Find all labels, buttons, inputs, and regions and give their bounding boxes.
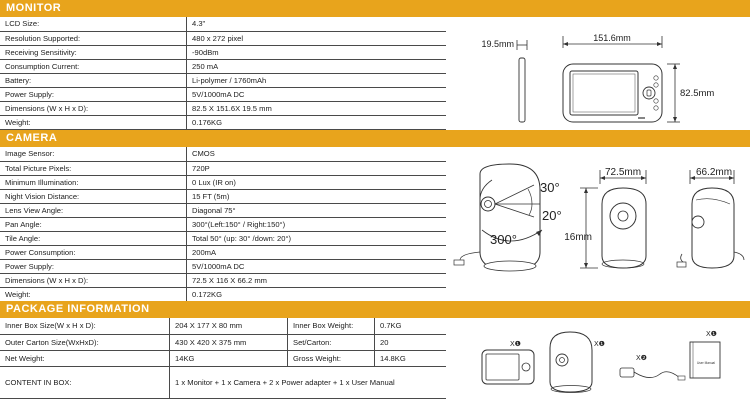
camera-header-label: CAMERA (6, 132, 58, 144)
camera-spec-row (0, 273, 446, 287)
package-header-label: PACKAGE INFORMATION (6, 303, 150, 315)
spec-value: 82.5 X 151.6X 19.5 mm (187, 101, 447, 115)
inner-box-size-label: Inner Box Size(W x H x D): (0, 318, 170, 334)
camera-tilt-up-label: 30° (540, 180, 560, 195)
camera-depth-label: 66.2mm (695, 167, 733, 178)
package-row (0, 350, 446, 366)
spec-key: Dimensions (W x H x D): (0, 273, 187, 287)
inner-box-weight-label: Inner Box Weight: (288, 318, 375, 334)
camera-section-header (0, 130, 750, 147)
spec-key: Tile Angle: (0, 231, 187, 245)
set-carton-label: Set/Carton: (288, 334, 375, 350)
spec-key: LCD Size: (0, 17, 187, 31)
camera-spec-row (0, 231, 446, 245)
net-weight-value: 14KG (170, 350, 288, 366)
set-carton-value: 20 (375, 334, 447, 350)
camera-height-label: 16mm (564, 232, 592, 243)
spec-key: Total Picture Pixels: (0, 161, 187, 175)
monitor-spec-row (0, 17, 446, 31)
camera-spec-row (0, 245, 446, 259)
spec-key: Power Supply: (0, 87, 187, 101)
content-in-box-value: 1 x Monitor + 1 x Camera + 2 x Power adapter + 1 x User Manual (170, 366, 447, 398)
inner-box-size-value: 204 X 177 X 80 mm (170, 318, 288, 334)
spec-key: Receiving Sensitivity: (0, 45, 187, 59)
spec-key: Resolution Supported: (0, 31, 187, 45)
monitor-header-label: MONITOR (6, 2, 62, 14)
gross-weight-value: 14.8KG (375, 350, 447, 366)
net-weight-label: Net Weight: (0, 350, 170, 366)
spec-value: 15 FT (5m) (187, 189, 447, 203)
monitor-spec-row (0, 101, 446, 115)
monitor-spec-row (0, 45, 446, 59)
package-adapter-count: X❷ (636, 355, 647, 362)
spec-key: Weight: (0, 287, 187, 301)
camera-spec-row (0, 189, 446, 203)
package-manual-icon (690, 342, 720, 378)
camera-spec-table (0, 147, 446, 302)
monitor-spec-row (0, 115, 446, 129)
camera-spec-row (0, 217, 446, 231)
spec-value: 0.172KG (187, 287, 447, 301)
monitor-depth-label: 19.5mm (481, 39, 514, 49)
camera-tilt-down-label: 20° (542, 208, 562, 223)
spec-value: Diagonal 75° (187, 203, 447, 217)
spec-value: 72.5 X 116 X 66.2 mm (187, 273, 447, 287)
spec-key: Dimensions (W x H x D): (0, 101, 187, 115)
outer-carton-size-value: 430 X 420 X 375 mm (170, 334, 288, 350)
spec-value: 5V/1000mA DC (187, 87, 447, 101)
monitor-width-label: 151.6mm (593, 33, 631, 43)
spec-value: 4.3" (187, 17, 447, 31)
gross-weight-label: Gross Weight: (288, 350, 375, 366)
spec-value: CMOS (187, 147, 447, 161)
camera-dimension-svg (450, 160, 750, 280)
spec-key: Power Consumption: (0, 245, 187, 259)
package-camera-count: X❶ (594, 341, 605, 348)
spec-key: Pan Angle: (0, 217, 187, 231)
monitor-side-view (519, 58, 525, 122)
content-in-box-label: CONTENT IN BOX: (0, 366, 170, 398)
spec-value: 250 mA (187, 59, 447, 73)
camera-width-label: 72.5mm (604, 167, 642, 178)
spec-value: 720P (187, 161, 447, 175)
spec-value: 5V/1000mA DC (187, 259, 447, 273)
monitor-dimension-svg (470, 28, 720, 130)
package-contents-drawing (470, 322, 750, 398)
spec-value: 0.176KG (187, 115, 447, 129)
spec-value: Li-polymer / 1760mAh (187, 73, 447, 87)
monitor-spec-row (0, 31, 446, 45)
camera-spec-row (0, 175, 446, 189)
spec-key: Lens View Angle: (0, 203, 187, 217)
package-row (0, 366, 446, 398)
spec-key: Consumption Current: (0, 59, 187, 73)
spec-key: Night Vision Distance: (0, 189, 187, 203)
spec-value: 480 x 272 pixel (187, 31, 447, 45)
camera-dimension-drawing (450, 160, 750, 280)
monitor-spec-row (0, 73, 446, 87)
camera-spec-row (0, 147, 446, 161)
package-manual-count: X❶ (706, 331, 717, 338)
monitor-height-label: 82.5mm (680, 88, 715, 99)
spec-value: 200mA (187, 245, 447, 259)
package-monitor-count: X❶ (510, 341, 521, 348)
spec-key: Power Supply: (0, 259, 187, 273)
package-info-table (0, 318, 446, 399)
spec-key: Image Sensor: (0, 147, 187, 161)
monitor-spec-table (0, 17, 446, 130)
package-adapter-icon (620, 368, 634, 377)
package-row (0, 334, 446, 350)
spec-value: 300°(Left:150° / Right:150°) (187, 217, 447, 231)
camera-spec-row (0, 203, 446, 217)
camera-pan-label: 300° (490, 232, 517, 247)
camera-spec-row (0, 287, 446, 301)
monitor-screen (570, 71, 638, 115)
outer-carton-size-label: Outer Carton Size(WxHxD): (0, 334, 170, 350)
camera-spec-row (0, 259, 446, 273)
spec-key: Weight: (0, 115, 187, 129)
camera-spec-row (0, 161, 446, 175)
spec-value: Total 50° (up: 30° /down: 20°) (187, 231, 447, 245)
package-section-header (0, 301, 750, 318)
monitor-dimension-drawing (470, 28, 720, 130)
package-manual-cover-label: User Manual (696, 361, 716, 365)
monitor-section-header (0, 0, 750, 17)
spec-key: Battery: (0, 73, 187, 87)
package-contents-svg (470, 322, 750, 398)
inner-box-weight-value: 0.7KG (375, 318, 447, 334)
spec-key: Minimum Illumination: (0, 175, 187, 189)
spec-value: -90dBm (187, 45, 447, 59)
monitor-spec-row (0, 59, 446, 73)
monitor-spec-row (0, 87, 446, 101)
spec-value: 0 Lux (IR on) (187, 175, 447, 189)
camera-angle-view (480, 164, 540, 270)
package-row (0, 318, 446, 334)
